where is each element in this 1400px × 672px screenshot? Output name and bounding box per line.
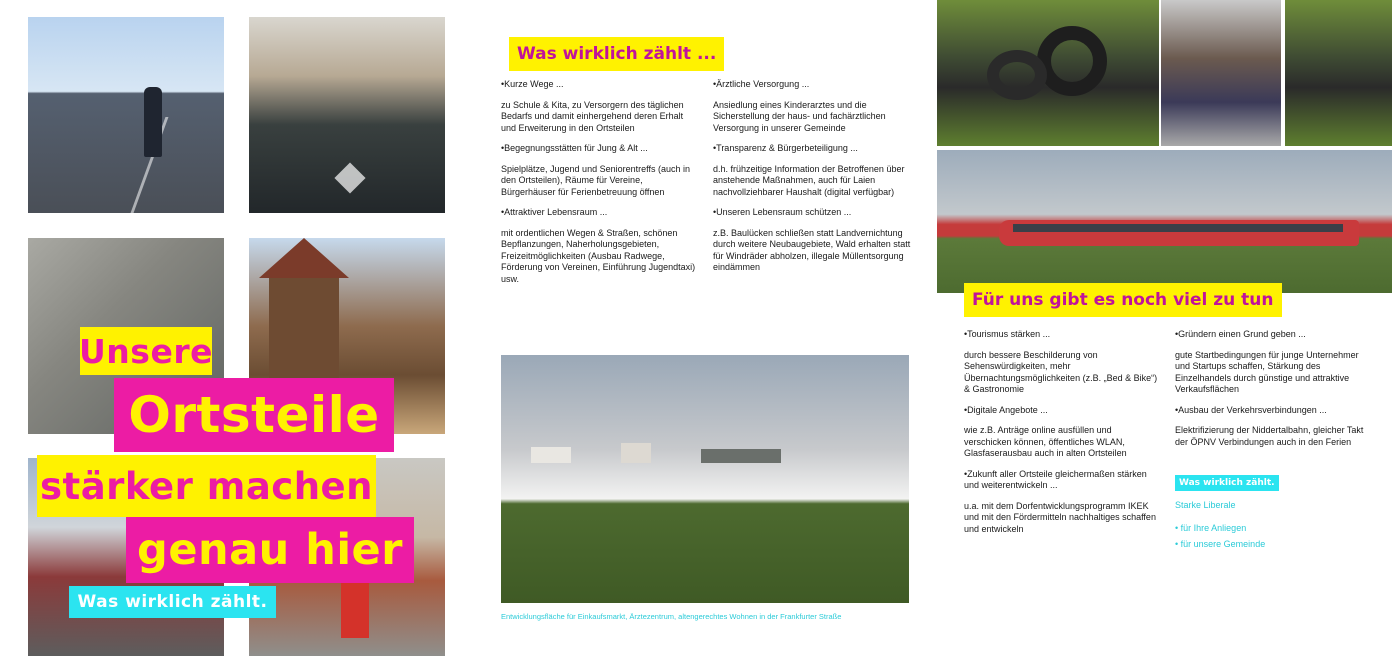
item-heading: •Gründern einen Grund geben ... [1175, 329, 1306, 339]
item-text: u.a. mit dem Dorfentwicklungsprogramm IKEK und mit den Fördermitteln nachhaltiges schaffen und entwickeln [964, 500, 1156, 534]
headline-line3: stärker machen [40, 464, 373, 508]
item-heading: •Digitale Angebote ... [964, 404, 1048, 415]
right-column-2 [1175, 329, 1373, 457]
bullet-list [1175, 520, 1265, 552]
headline-line1: Unsere [79, 331, 213, 371]
tagline-badge: Was wirklich zählt. [1175, 475, 1279, 491]
tagline-text: Was wirklich zählt. [77, 591, 268, 612]
photo-illegal-waste [1161, 0, 1281, 146]
photo-country-road-walker [28, 17, 224, 213]
photo-regional-train [937, 150, 1392, 293]
item-heading: •Attraktiver Lebensraum ... [501, 207, 608, 217]
item-text: z.B. Baulücken schließen statt Landvernichtung durch weitere Neubaugebiete, Wald erhalten statt für Windräder abholzen, illegale Müllentsorgung eindämmen [713, 227, 911, 272]
list-item: • für unsere Gemeinde [1175, 539, 1266, 549]
tagline-banner [69, 586, 276, 618]
item-text: wie z.B. Anträge online ausfüllen und verschicken können, öffentliches WLAN, Glasfaserausbau auch in alten Ortsteilen [964, 425, 1127, 458]
item-heading: •Unseren Lebensraum schützen ... [713, 207, 852, 217]
item-heading: •Transparenz & Bürgerbeteiligung ... [713, 143, 858, 153]
middle-column-2 [713, 79, 913, 283]
item-text: mit ordentlichen Wegen & Straßen, schönen Bepflanzungen, Naherholungsgebieten, Freizeitmöglichkeiten (Ausbau Radwege, Förderung von Vereinen, Einführung Jugendtaxi) usw. [501, 227, 696, 284]
item-text: durch bessere Beschilderung von Sehenswürdigkeiten, mehr Übernachtungsmöglichkeiten (z.B. „Bed & Bike“) & Gastronomie [964, 349, 1158, 394]
item-heading: •Ärztliche Versorgung ... [713, 79, 810, 89]
headline-staerker-machen [37, 455, 376, 517]
photo-dumped-tires [937, 0, 1159, 146]
signature-text: Starke Liberale [1175, 500, 1236, 510]
right-title: Für uns gibt es noch viel zu tun [964, 283, 1282, 317]
headline-unsere [80, 327, 212, 375]
item-text: Spielplätze, Jugend und Seniorentreffs (auch in den Ortsteilen), Räume für Vereine, Bürgerhäuser für Ferienbetreuung öffnen [501, 163, 690, 197]
headline-line2: Ortsteile [128, 386, 380, 444]
item-heading: •Zukunft aller Ortsteile gleichermaßen stärken und weiterentwickeln ... [964, 468, 1147, 490]
right-column-1 [964, 329, 1159, 544]
item-heading: •Ausbau der Verkehrsverbindungen ... [1175, 404, 1327, 415]
middle-title: Was wirklich zählt ... [509, 37, 724, 71]
middle-column-1 [501, 79, 697, 294]
photo-caption: Entwicklungsfläche für Einkaufsmarkt, Ärztezentrum, altengerechtes Wohnen in der Frankfurter Straße [501, 612, 842, 621]
headline-genau-hier [126, 517, 414, 583]
item-heading: •Tourismus stärken ... [964, 329, 1051, 339]
item-heading: •Begegnungsstätten für Jung & Alt ... [501, 143, 648, 153]
photo-bike-path [249, 17, 445, 213]
item-text: Ansiedlung eines Kinderarztes und die Sicherstellung der haus- und fachärztlichen Versorgung in unserer Gemeinde [713, 99, 886, 133]
item-text: gute Startbedingungen für junge Unternehmer und Startups schaffen, Stärkung des Einzelhandels durch günstige und attraktive Verkaufsflächen [1175, 349, 1359, 394]
headline-ortsteile [114, 378, 394, 452]
item-text: zu Schule & Kita, zu Versorgern des täglichen Bedarfs und damit einhergehend deren Erhalt und Erweiterung in den Ortsteilen [501, 99, 684, 133]
photo-development-field [501, 355, 909, 603]
headline-line4: genau hier [137, 524, 403, 575]
item-heading: •Kurze Wege ... [501, 79, 564, 89]
item-text: Elektrifizierung der Niddertalbahn, gleicher Takt der ÖPNV Verbindungen auch in den Ferien [1175, 425, 1364, 447]
photo-roadside [1285, 0, 1392, 146]
item-text: d.h. frühzeitige Information der Betroffenen über anstehende Maßnahmen, auch für Laien nachvollziehbarer Haushalt (digital verfügbar) [713, 163, 905, 197]
list-item: • für Ihre Anliegen [1175, 523, 1247, 533]
